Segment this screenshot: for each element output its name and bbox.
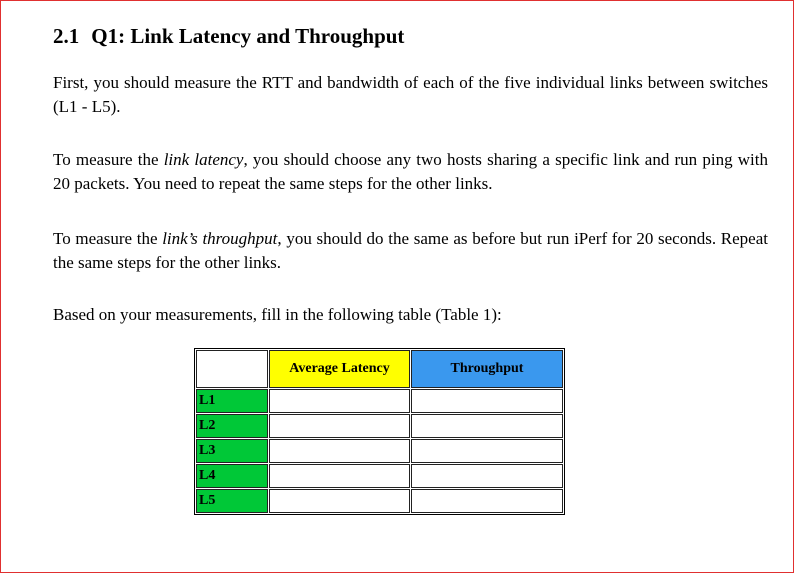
- cell-l3-throughput[interactable]: [411, 439, 563, 463]
- paragraph-throughput-text-1: To measure the: [53, 229, 163, 248]
- cell-l5-latency[interactable]: [269, 489, 410, 513]
- table-row: [196, 389, 563, 413]
- section-number: 2.1: [53, 24, 80, 48]
- paragraph-latency: [53, 148, 768, 196]
- paragraph-latency-text-2: , you should choose any two hosts sharing a specific link and run ping with 20 packets. You need to repeat the same steps for the other links.: [53, 150, 768, 193]
- table-header-row: [196, 350, 563, 388]
- link-throughput-term: link’s throughput: [162, 229, 278, 248]
- table-row: [196, 489, 563, 513]
- cell-l5-throughput[interactable]: [411, 489, 563, 513]
- link-latency-term: link latency: [163, 150, 244, 169]
- cell-l2-throughput[interactable]: [411, 414, 563, 438]
- paragraph-intro: First, you should measure the RTT and bandwidth of each of the five individual links between switches (L1 - L5).: [53, 73, 768, 116]
- table-row: [196, 464, 563, 488]
- paragraph-throughput: [53, 227, 768, 275]
- paragraph-throughput-text-2: , you should do the same as before but run iPerf for 20 seconds. Repeat the same steps for the other links.: [53, 229, 768, 272]
- section-title: Q1: Link Latency and Throughput: [91, 24, 405, 48]
- table-row: [196, 439, 563, 463]
- table-corner-cell: [196, 350, 268, 388]
- cell-l1-throughput[interactable]: [411, 389, 563, 413]
- cell-l4-latency[interactable]: [269, 464, 410, 488]
- cell-l2-latency[interactable]: [269, 414, 410, 438]
- paragraph-latency-text-1: To measure the: [53, 150, 164, 169]
- paragraph-table-intro: Based on your measurements, fill in the following table (Table 1):: [53, 305, 502, 324]
- cell-l3-latency[interactable]: [269, 439, 410, 463]
- header-average-latency: Average Latency: [269, 350, 410, 388]
- results-table: [194, 348, 565, 515]
- row-label-l5: L5: [196, 489, 268, 513]
- row-label-l1: L1: [196, 389, 268, 413]
- section-heading: [53, 24, 404, 49]
- row-label-l3: L3: [196, 439, 268, 463]
- cell-l1-latency[interactable]: [269, 389, 410, 413]
- cell-l4-throughput[interactable]: [411, 464, 563, 488]
- header-throughput: Throughput: [411, 350, 563, 388]
- row-label-l4: L4: [196, 464, 268, 488]
- table-row: [196, 414, 563, 438]
- row-label-l2: L2: [196, 414, 268, 438]
